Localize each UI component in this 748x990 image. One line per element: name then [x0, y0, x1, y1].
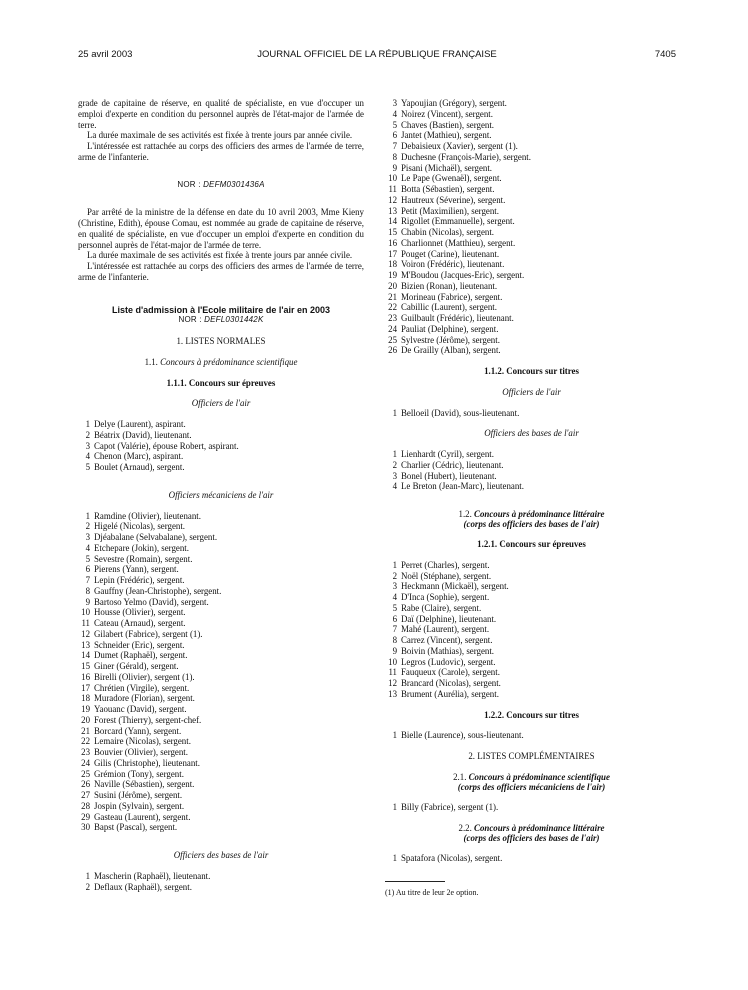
list-item	[385, 689, 678, 700]
page-header	[78, 49, 676, 63]
list-item	[78, 683, 364, 694]
list-item	[385, 238, 678, 249]
list-item-number: 12	[81, 628, 90, 639]
list-item	[385, 460, 678, 471]
list-item	[385, 335, 678, 346]
heading-1-2-2: 1.2.2. Concours sur titres	[484, 709, 579, 720]
list-item-number: 30	[81, 822, 90, 833]
list-item-text: Debaisieux (Xavier), sergent (1).	[401, 141, 518, 151]
list-item	[385, 184, 678, 195]
list-item	[385, 667, 678, 678]
list-item-text: Cabillic (Laurent), sergent.	[401, 302, 497, 313]
list-item-number: 1	[392, 852, 397, 863]
list-item-text: Belloeil (David), sous-lieutenant.	[401, 407, 520, 418]
list-item-text: Spatafora (Nicolas), sergent.	[401, 852, 503, 863]
list-item-text: Pouget (Carine), lieutenant.	[401, 248, 500, 259]
list-item-number: 2	[392, 459, 397, 470]
list-item-text: Fauqueux (Carole), sergent.	[401, 667, 500, 678]
list-item-number: 8	[392, 151, 397, 162]
list-item	[78, 779, 364, 790]
list-item	[78, 607, 364, 618]
list-item-text: Jospin (Sylvain), sergent.	[94, 800, 185, 811]
list-item-text: Morineau (Fabrice), sergent.	[401, 291, 503, 302]
list-item-text: Heckmann (Mickaël), sergent.	[401, 581, 509, 592]
list-item-text: Gilabert (Fabrice), sergent (1).	[94, 628, 203, 639]
list-item-text: Rigollet (Emmanuelle), sergent.	[401, 216, 515, 227]
list-item-text: Muradore (Florian), sergent.	[94, 693, 195, 704]
paragraph: L'intéressée est rattachée au corps des officiers des armes de l'armée de terre, arme de l'infanterie.	[78, 141, 364, 162]
list-item	[385, 163, 678, 174]
list-item-text: Bouvier (Olivier), sergent.	[94, 747, 188, 757]
list-item	[78, 462, 364, 473]
list-item-number: 21	[81, 725, 90, 736]
list-item-text: Charlier (Cédric), lieutenant.	[401, 459, 504, 470]
list-item-number: 8	[392, 635, 397, 645]
list-item-text: Gilis (Christophe), lieutenant.	[94, 757, 200, 768]
list-item	[385, 481, 678, 492]
list-item-number: 14	[388, 216, 397, 227]
list-item-number: 23	[81, 747, 90, 757]
list-item-text: Bapst (Pascal), sergent.	[94, 822, 178, 833]
list-item-number: 2	[85, 881, 90, 892]
list-item-text: Birelli (Olivier), sergent (1).	[94, 671, 195, 682]
list-item-number: 3	[392, 98, 397, 108]
list-item	[78, 575, 364, 586]
list-item-text: Etchepare (Jokin), sergent.	[94, 542, 189, 553]
list-item-text: Sevestre (Romain), sergent.	[94, 553, 193, 564]
list-item	[385, 408, 678, 419]
list-item	[78, 554, 364, 565]
list-item-number: 1	[392, 449, 397, 459]
list-item-number: 9	[392, 162, 397, 173]
list-item	[78, 532, 364, 543]
list-item-text: Lienhardt (Cyril), sergent.	[401, 449, 494, 459]
name-list	[385, 802, 678, 813]
list-item-number: 3	[392, 470, 397, 481]
list-item	[78, 693, 364, 704]
list-item-number: 12	[388, 194, 397, 205]
list-item	[78, 543, 364, 554]
list-item-text: Boivin (Mathias), sergent.	[401, 645, 495, 656]
list-item-number: 26	[388, 345, 397, 356]
list-item-number: 1	[392, 801, 397, 812]
list-item-number: 1	[392, 407, 397, 418]
paragraph: grade de capitaine de réserve, en qualité de spécialiste, en vue d'occuper un emploi d'experte en condition du personnel auprès de l'état-major de l'armée de terre.	[78, 98, 364, 130]
list-item-number: 24	[81, 757, 90, 768]
list-item-number: 15	[388, 227, 397, 237]
list-item-number: 5	[85, 553, 90, 564]
list-item	[385, 646, 678, 657]
heading-1-1-1: 1.1.1. Concours sur épreuves	[166, 377, 276, 388]
list-item-text: Noël (Stéphane), sergent.	[401, 570, 492, 581]
list-item	[78, 822, 364, 833]
list-item	[385, 853, 678, 864]
list-item	[78, 441, 364, 452]
list-item-number: 19	[388, 270, 397, 280]
list-item	[78, 672, 364, 683]
list-item-number: 1	[392, 730, 397, 741]
list-item	[385, 603, 678, 614]
list-item-text: Cateau (Arnaud), sergent.	[94, 618, 186, 628]
name-list	[78, 511, 364, 834]
list-item	[385, 302, 678, 313]
list-item	[385, 592, 678, 603]
list-item	[78, 769, 364, 780]
list-item-number: 25	[388, 334, 397, 345]
list-item-number: 18	[388, 259, 397, 270]
list-item-number: 15	[81, 661, 90, 671]
list-item	[385, 259, 678, 270]
list-item-number: 20	[81, 714, 90, 725]
list-item	[78, 871, 364, 882]
list-item	[78, 521, 364, 532]
category-heading: Officiers de l'air	[191, 398, 251, 409]
list-item	[78, 586, 364, 597]
list-item-text: Perret (Charles), sergent.	[401, 559, 490, 570]
list-item	[385, 571, 678, 582]
list-item-number: 3	[392, 581, 397, 592]
name-list	[78, 871, 364, 893]
list-item-text: Lepin (Frédéric), sergent.	[94, 575, 185, 585]
list-item-text: De Grailly (Alban), sergent.	[401, 345, 501, 356]
list-item-number: 5	[392, 602, 397, 613]
heading-1-2-1: 1.2.1. Concours sur épreuves	[477, 539, 586, 549]
list-item	[385, 249, 678, 260]
list-item	[78, 726, 364, 737]
list-item-text: Legros (Ludovic), sergent.	[401, 656, 496, 667]
list-item-number: 16	[81, 671, 90, 682]
list-item-text: Boulet (Arnaud), sergent.	[94, 462, 185, 472]
list-item-text: Daï (Delphine), lieutenant.	[401, 613, 497, 624]
list-item-text: Forest (Thierry), sergent-chef.	[94, 714, 202, 725]
list-item-number: 4	[85, 542, 90, 553]
category-heading: Officiers des bases de l'air	[484, 428, 579, 439]
list-item-number: 1	[85, 510, 90, 521]
list-item	[385, 216, 678, 227]
list-item	[78, 451, 364, 462]
list-item	[78, 629, 364, 640]
list-item	[78, 801, 364, 812]
list-item-number: 9	[392, 645, 397, 656]
name-list	[385, 730, 678, 741]
list-item-number: 19	[81, 704, 90, 714]
list-item-number: 1	[85, 870, 90, 881]
list-item-text: D'Inca (Sophie), sergent.	[401, 592, 490, 602]
list-item-text: Schneider (Eric), sergent.	[94, 639, 185, 650]
header-page-number: 7405	[654, 49, 676, 60]
list-item-text: Pauliat (Delphine), sergent.	[401, 323, 499, 334]
list-item-text: Mahé (Laurent), sergent.	[401, 624, 490, 635]
list-item-number: 29	[81, 811, 90, 822]
list-item-number: 16	[388, 237, 397, 248]
footnote: (1) Au titre de leur 2e option.	[385, 888, 479, 898]
name-list	[385, 408, 678, 419]
list-item	[78, 882, 364, 893]
list-item-text: Yaouanc (David), sergent.	[94, 704, 187, 714]
list-item-text: Billy (Fabrice), sergent (1).	[401, 801, 499, 812]
list-item-text: Chrétien (Virgile), sergent.	[94, 682, 190, 693]
list-item-number: 22	[81, 736, 90, 747]
heading-2-1: 2.1. Concours à prédominance scientifique (corps des officiers mécaniciens de l'air)	[453, 771, 610, 792]
list-item-text: Pierens (Yann), sergent.	[94, 564, 179, 575]
list-item	[78, 715, 364, 726]
list-item	[78, 640, 364, 651]
list-item-number: 10	[388, 656, 397, 667]
category-heading: Officiers mécaniciens de l'air	[168, 489, 274, 500]
list-item-number: 10	[81, 607, 90, 618]
list-item-text: Bonel (Hubert), lieutenant.	[401, 470, 497, 481]
list-item-text: Le Breton (Jean-Marc), lieutenant.	[401, 481, 524, 492]
list-item	[385, 657, 678, 668]
list-item-text: Brancard (Nicolas), sergent.	[401, 678, 501, 688]
list-item-text: Housse (Olivier), sergent.	[94, 607, 186, 618]
list-item-number: 4	[392, 481, 397, 492]
list-item-number: 6	[392, 130, 397, 141]
list-item	[78, 511, 364, 522]
header-journal-title: JOURNAL OFFICIEL DE LA RÉPUBLIQUE FRANÇAISE	[257, 49, 497, 60]
list-item-text: Voiron (Frédéric), lieutenant.	[401, 259, 505, 270]
list-item-number: 12	[388, 678, 397, 688]
list-item	[78, 564, 364, 575]
list-item	[385, 635, 678, 646]
list-item	[385, 313, 678, 324]
list-item	[78, 430, 364, 441]
section-title: Liste d'admission à l'Ecole militaire de l'air en 2003	[111, 304, 330, 315]
list-item-number: 28	[81, 800, 90, 811]
list-item-text: Naville (Sébastien), sergent.	[94, 779, 195, 790]
list-item-number: 7	[85, 575, 90, 585]
list-item	[385, 324, 678, 335]
list-item-number: 27	[81, 790, 90, 800]
list-item	[385, 141, 678, 152]
list-item	[385, 730, 678, 741]
category-heading: Officiers de l'air	[502, 386, 561, 397]
list-item-text: Sylvestre (Jérôme), sergent.	[401, 334, 500, 345]
list-item-number: 4	[392, 592, 397, 602]
list-item-number: 13	[388, 205, 397, 216]
list-item-number: 26	[81, 779, 90, 790]
list-item	[385, 173, 678, 184]
list-item	[78, 597, 364, 608]
list-item-number: 6	[85, 564, 90, 575]
list-item-text: Béatrix (David), lieutenant.	[94, 429, 192, 440]
list-item-number: 6	[392, 613, 397, 624]
list-item-text: Delye (Laurent), aspirant.	[94, 419, 186, 429]
list-item-text: Botta (Sébastien), sergent.	[401, 184, 495, 194]
list-item-number: 21	[388, 291, 397, 302]
heading-listes-normales: 1. LISTES NORMALES	[176, 336, 266, 346]
list-item-text: Pisani (Michaël), sergent.	[401, 162, 493, 173]
list-item-text: Capot (Valérie), épouse Robert, aspirant.	[94, 440, 239, 451]
list-item-text: Ramdine (Olivier), lieutenant.	[94, 510, 201, 521]
list-item-text: Gasteau (Laurent), sergent.	[94, 811, 191, 822]
list-item	[385, 581, 678, 592]
list-item-number: 4	[85, 451, 90, 462]
list-item-text: Petit (Maximilien), sergent.	[401, 205, 499, 216]
name-list	[385, 98, 678, 356]
heading-2-2: 2.2. Concours à prédominance littéraire (corps des officiers des bases de l'air)	[458, 822, 605, 843]
list-item-text: Noirez (Vincent), sergent.	[401, 108, 493, 119]
list-item-number: 17	[81, 682, 90, 693]
list-item	[385, 624, 678, 635]
right-column	[385, 98, 678, 899]
list-item-text: Bizien (Ronan), lieutenant.	[401, 280, 498, 291]
list-item	[385, 195, 678, 206]
list-item-text: Guilbault (Frédéric), lieutenant.	[401, 313, 514, 323]
list-item-text: Duchesne (François-Marie), sergent.	[401, 151, 531, 162]
list-item	[78, 704, 364, 715]
list-item-number: 1	[392, 559, 397, 570]
left-column	[78, 98, 364, 892]
list-item-number: 5	[85, 462, 90, 472]
list-item-text: Higelé (Nicolas), sergent.	[94, 521, 186, 532]
list-item	[385, 614, 678, 625]
list-item-number: 2	[392, 570, 397, 581]
name-list	[385, 560, 678, 700]
list-item-number: 2	[85, 521, 90, 532]
list-item	[385, 449, 678, 460]
list-item	[385, 471, 678, 482]
list-item	[78, 419, 364, 430]
list-item-number: 3	[85, 440, 90, 451]
list-item	[385, 345, 678, 356]
list-item	[385, 292, 678, 303]
list-item	[78, 758, 364, 769]
list-item-text: Le Pape (Gwenaël), sergent.	[401, 173, 502, 184]
list-item-text: Susini (Jérôme), sergent.	[94, 790, 183, 800]
list-item-number: 23	[388, 313, 397, 323]
list-item-number: 1	[85, 419, 90, 429]
list-item-text: Chaves (Bastien), sergent.	[401, 119, 495, 130]
list-item	[78, 747, 364, 758]
heading-1-1-2: 1.1.2. Concours sur titres	[484, 366, 579, 376]
list-item-number: 24	[388, 323, 397, 334]
heading-listes-complementaires: 2. LISTES COMPLÉMENTAIRES	[468, 751, 595, 761]
nor-reference: NOR : DEFL0301442K	[178, 315, 264, 325]
list-item-text: Dumet (Raphaël), sergent.	[94, 650, 188, 661]
list-item-number: 8	[85, 585, 90, 596]
list-item-number: 17	[388, 248, 397, 259]
list-item-number: 13	[81, 639, 90, 650]
list-item-number: 11	[388, 667, 397, 678]
nor-reference: NOR : DEFM0301436A	[177, 179, 265, 189]
list-item	[78, 736, 364, 747]
paragraph: La durée maximale de ses activités est fixée à trente jours par année civile.	[87, 130, 353, 141]
name-list	[385, 449, 678, 492]
list-item-number: 7	[392, 141, 397, 151]
name-list	[78, 419, 364, 473]
list-item-number: 3	[85, 532, 90, 542]
list-item-text: Djéabalane (Selvabalane), sergent.	[94, 532, 218, 542]
list-item-text: Chenon (Marc), aspirant.	[94, 451, 184, 462]
list-item-text: M'Boudou (Jacques-Eric), sergent.	[401, 270, 525, 280]
list-item-text: Charlionnet (Matthieu), sergent.	[401, 237, 516, 248]
list-item-number: 18	[81, 693, 90, 704]
list-item-text: Chabin (Nicolas), sergent.	[401, 227, 495, 237]
name-list	[385, 853, 678, 864]
header-date: 25 avril 2003	[78, 49, 133, 60]
list-item	[78, 618, 364, 629]
list-item-number: 14	[81, 650, 90, 661]
list-item	[385, 98, 678, 109]
list-item-number: 10	[388, 173, 397, 184]
list-item	[385, 270, 678, 281]
paragraph: Par arrêté de la ministre de la défense en date du 10 avril 2003, Mme Kieny (Christine, Edith), épouse Comau, est nommée au grade de capitaine de réserve, en qualité de spécialiste, en vue d'occuper un emploi d'experte en condition du personnel auprès de l'état-major de l'armée de terre.	[78, 207, 364, 250]
list-item-text: Bartoso Yelmo (David), sergent.	[94, 596, 209, 607]
list-item-number: 7	[392, 624, 397, 635]
list-item-number: 25	[81, 768, 90, 779]
list-item-number: 9	[85, 596, 90, 607]
list-item	[385, 109, 678, 120]
list-item-number: 20	[388, 280, 397, 291]
list-item	[385, 802, 678, 813]
category-heading: Officiers des bases de l'air	[173, 850, 269, 860]
list-item	[78, 790, 364, 801]
list-item	[385, 120, 678, 131]
list-item-number: 11	[81, 618, 90, 628]
list-item-number: 4	[392, 108, 397, 119]
list-item-text: Jantet (Mathieu), sergent.	[401, 130, 492, 141]
list-item-number: 11	[388, 184, 397, 194]
list-item-text: Gauffny (Jean-Christophe), sergent.	[94, 585, 222, 596]
heading-1-1: 1.1. Concours à prédominance scientifique	[144, 356, 298, 367]
paragraph: L'intéressée est rattachée au corps des officiers des armes de l'armée de terre, arme de l'infanterie.	[78, 261, 364, 282]
list-item	[78, 650, 364, 661]
heading-1-2: 1.2. Concours à prédominance littéraire (corps des officiers des bases de l'air)	[458, 509, 605, 529]
list-item-number: 2	[85, 429, 90, 440]
list-item-text: Rabe (Claire), sergent.	[401, 602, 482, 613]
list-item-text: Mascherin (Raphaël), lieutenant.	[94, 870, 211, 881]
list-item-number: 13	[388, 688, 397, 699]
list-item	[385, 206, 678, 217]
list-item	[385, 130, 678, 141]
list-item	[385, 678, 678, 689]
list-item	[385, 281, 678, 292]
list-item-number: 5	[392, 119, 397, 130]
list-item	[385, 152, 678, 163]
list-item-text: Deflaux (Raphaël), sergent.	[94, 881, 192, 892]
list-item-text: Bielle (Laurence), sous-lieutenant.	[401, 730, 524, 741]
list-item-text: Carrez (Vincent), sergent.	[401, 635, 493, 645]
list-item	[385, 560, 678, 571]
list-item	[78, 661, 364, 672]
paragraph: La durée maximale de ses activités est fixée à trente jours par année civile.	[87, 250, 353, 261]
list-item-text: Brument (Aurélia), sergent.	[401, 688, 499, 699]
list-item-text: Giner (Gérald), sergent.	[94, 661, 179, 671]
list-item	[78, 812, 364, 823]
list-item-text: Lemaire (Nicolas), sergent.	[94, 736, 191, 747]
list-item-number: 22	[388, 302, 397, 313]
list-item-text: Grémion (Tony), sergent.	[94, 768, 184, 779]
list-item-text: Borcard (Yann), sergent.	[94, 725, 182, 736]
list-item-text: Yapoujian (Grégory), sergent.	[401, 98, 507, 108]
list-item	[385, 227, 678, 238]
list-item-text: Hautreux (Séverine), sergent.	[401, 194, 506, 205]
